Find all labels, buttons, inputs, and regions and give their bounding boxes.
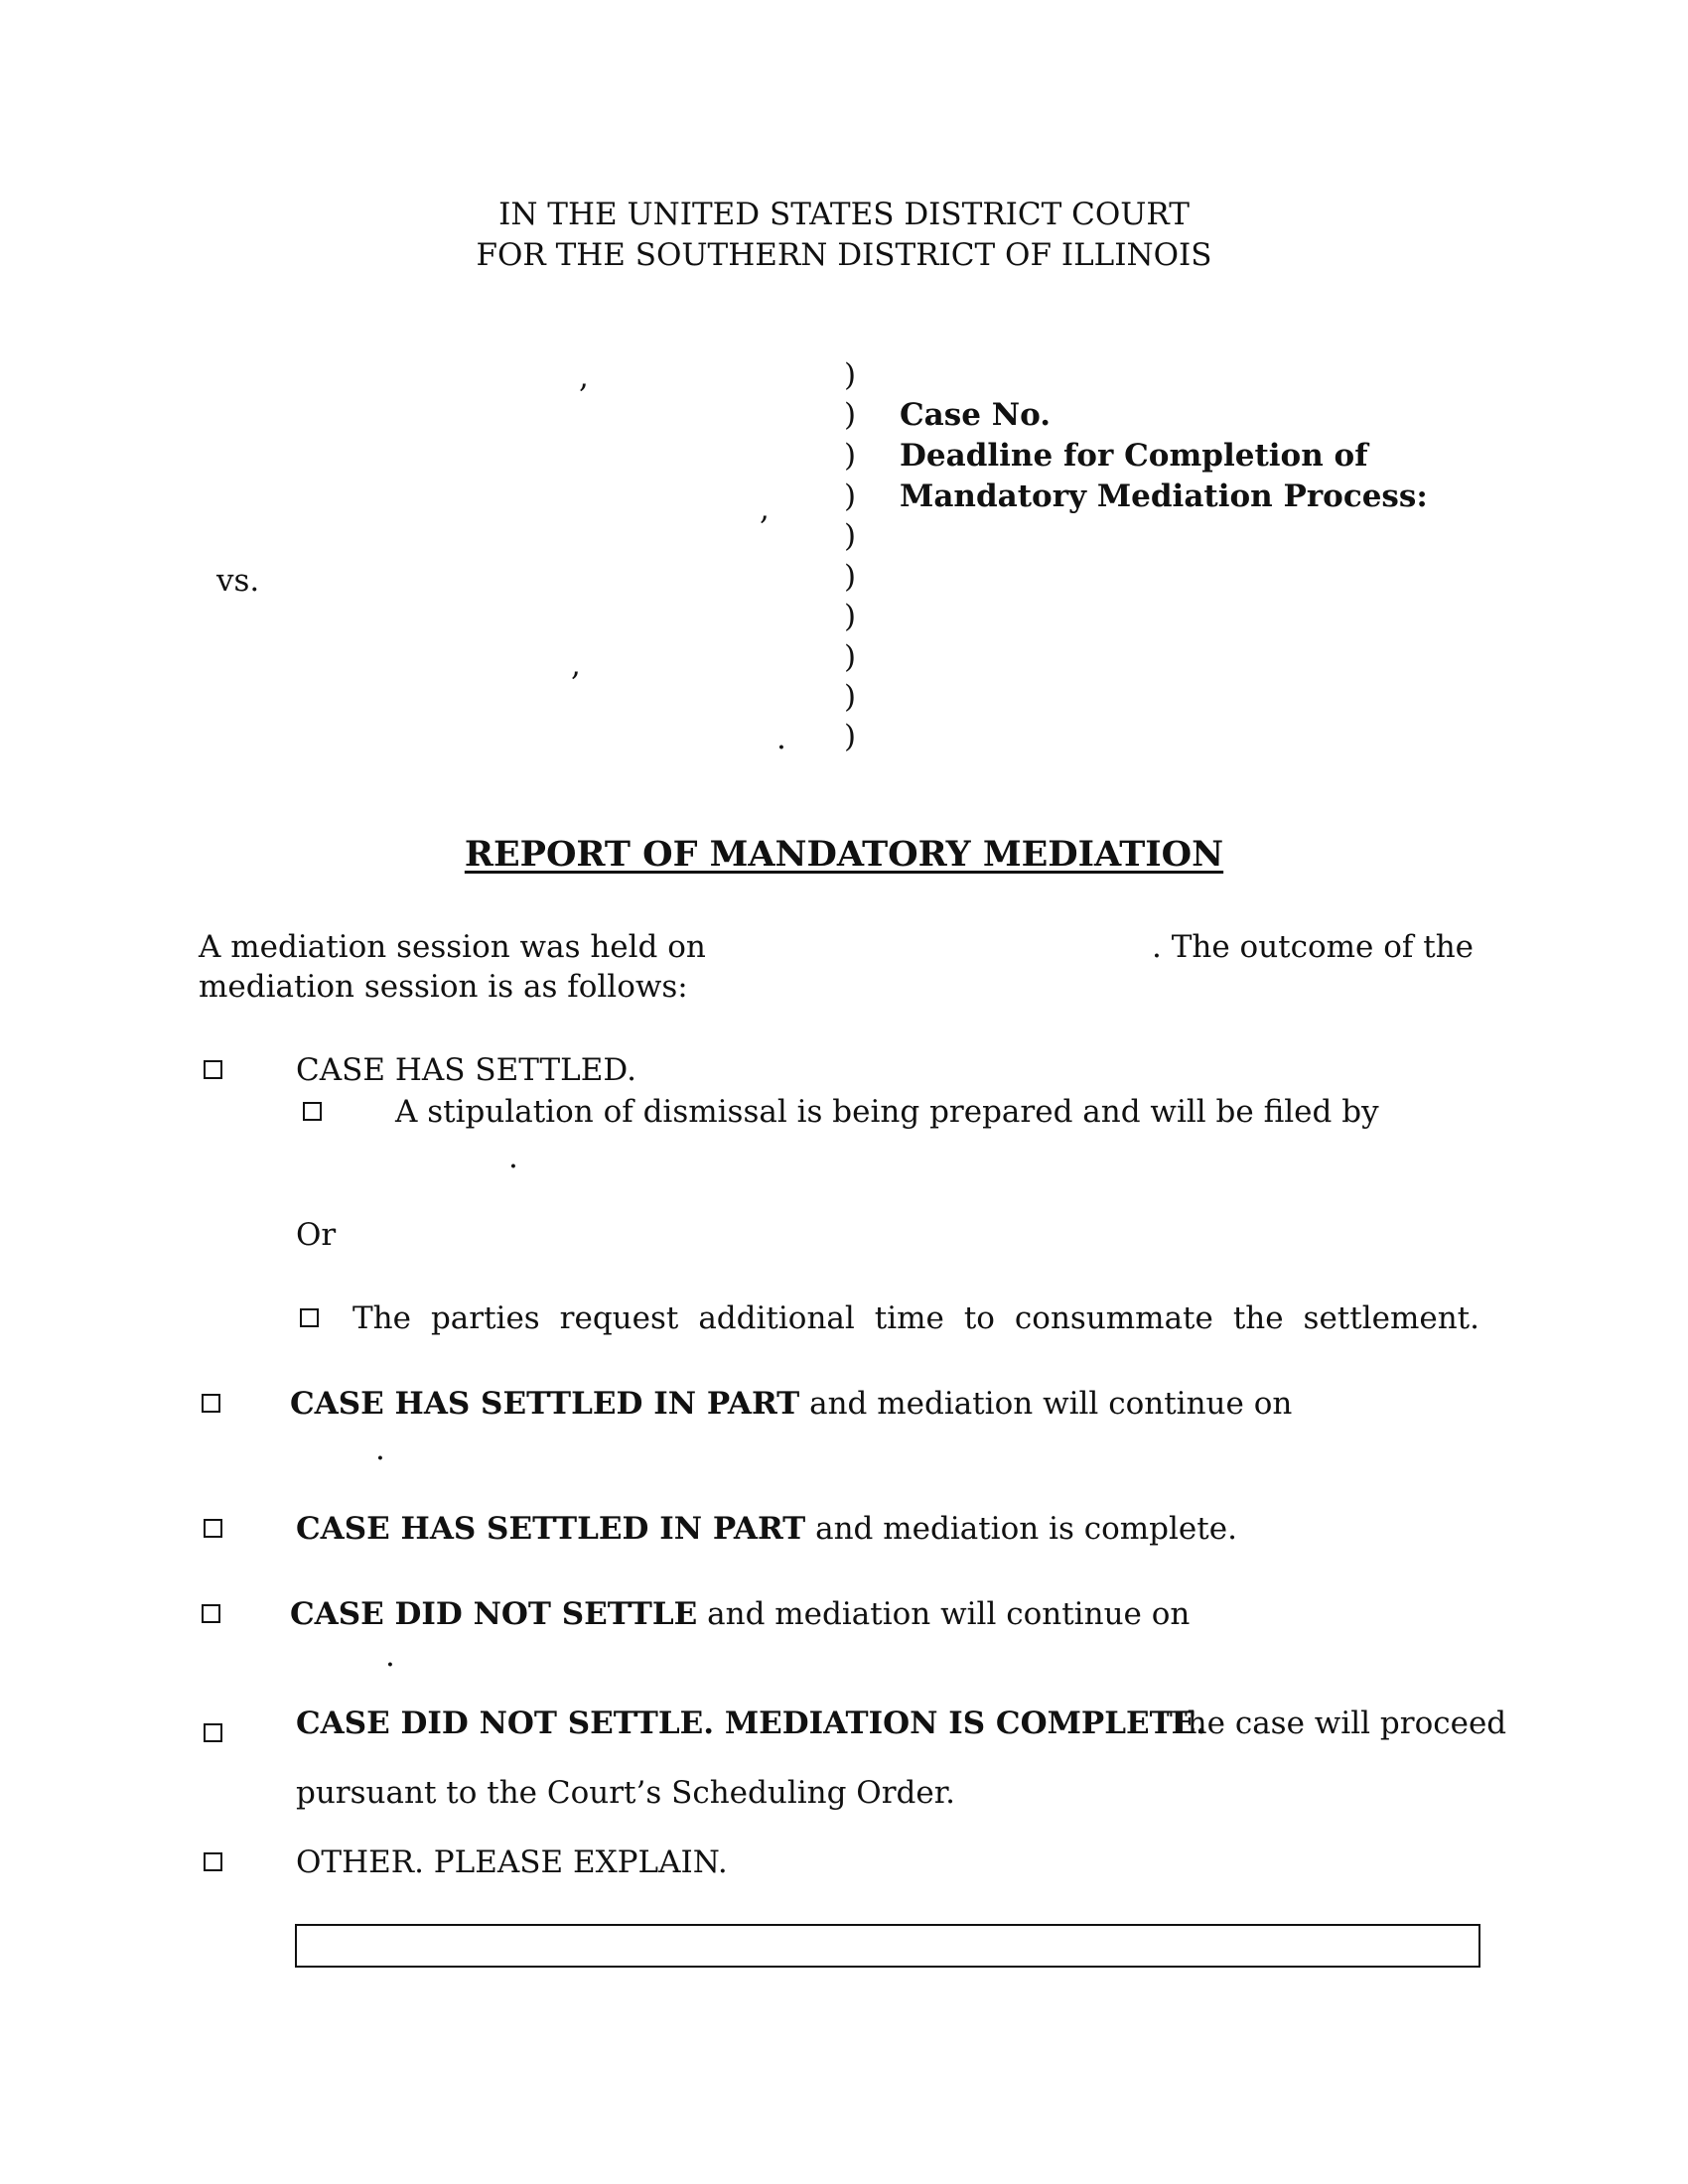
court-name-line2: FOR THE SOUTHERN DISTRICT OF ILLINOIS — [476, 237, 1212, 273]
not-settle-complete-line2: pursuant to the Court’s Scheduling Order. — [296, 1775, 956, 1811]
not-settle-continue-label — [290, 1596, 1190, 1632]
not-settle-continue-rest: and mediation will continue on — [697, 1596, 1191, 1632]
intro-text-part1: A mediation session was held on — [199, 929, 706, 965]
not-settle-continue-bold: CASE DID NOT SETTLE — [290, 1596, 698, 1632]
settled-in-part-complete-checkbox[interactable] — [204, 1519, 222, 1538]
intro-text-part2: . The outcome of the — [1152, 929, 1475, 965]
settled-in-part-continue-bold: CASE HAS SETTLED IN PART — [290, 1386, 800, 1422]
other-label: OTHER. PLEASE EXPLAIN. — [296, 1844, 728, 1880]
document-title: REPORT OF MANDATORY MEDIATION — [464, 834, 1224, 875]
caption-paren: ) — [844, 518, 857, 554]
settled-in-part-continue-period: . — [375, 1432, 385, 1467]
caption-paren: ) — [844, 397, 857, 433]
additional-time-text: The parties request additional time to consummate the settlement. — [352, 1300, 1479, 1336]
additional-time-checkbox[interactable] — [300, 1308, 319, 1327]
caption-paren: ) — [844, 639, 857, 675]
caption-paren: ) — [844, 679, 857, 715]
intro-text-line2: mediation session is as follows: — [199, 969, 688, 1005]
other-checkbox[interactable] — [204, 1852, 222, 1871]
plaintiff-comma-2: , — [760, 491, 770, 527]
plaintiff-comma-1: , — [579, 359, 589, 395]
defendant-period: . — [776, 721, 786, 756]
settled-in-part-complete-label — [296, 1511, 1237, 1547]
case-no-label: Case No. — [900, 397, 1051, 433]
deadline-label-line1: Deadline for Completion of — [900, 438, 1368, 474]
settled-in-part-continue-label — [290, 1386, 1292, 1422]
caption-paren: ) — [844, 599, 857, 634]
settled-checkbox[interactable] — [204, 1060, 222, 1079]
settled-in-part-continue-rest: and mediation will continue on — [799, 1386, 1293, 1422]
deadline-label-line2: Mandatory Mediation Process: — [900, 478, 1428, 514]
vs-label: vs. — [216, 563, 260, 599]
caption-paren: ) — [844, 357, 857, 393]
settled-in-part-continue-checkbox[interactable] — [202, 1394, 220, 1413]
caption-paren: ) — [844, 438, 857, 474]
settled-label: CASE HAS SETTLED. — [296, 1052, 636, 1088]
not-settle-complete-bold: CASE DID NOT SETTLE. MEDIATION IS COMPLETE. — [296, 1706, 1207, 1741]
other-explanation-field[interactable] — [295, 1924, 1480, 1968]
stipulation-checkbox[interactable] — [303, 1102, 322, 1121]
caption-paren: ) — [844, 478, 857, 514]
caption-paren: ) — [844, 559, 857, 595]
not-settle-continue-checkbox[interactable] — [202, 1604, 220, 1623]
not-settle-complete-rest: The case will proceed — [1167, 1706, 1507, 1741]
court-name-line1: IN THE UNITED STATES DISTRICT COURT — [498, 197, 1190, 232]
settled-in-part-complete-bold: CASE HAS SETTLED IN PART — [296, 1511, 806, 1547]
not-settle-complete-label — [296, 1706, 1507, 1741]
stipulation-text: A stipulation of dismissal is being prepared and will be filed by — [395, 1094, 1379, 1130]
stipulation-period: . — [508, 1140, 518, 1175]
not-settle-continue-period: . — [385, 1638, 395, 1674]
not-settle-complete-checkbox[interactable] — [204, 1723, 222, 1742]
caption-paren: ) — [844, 719, 857, 754]
settled-in-part-complete-rest: and mediation is complete. — [805, 1511, 1237, 1547]
defendant-comma: , — [571, 647, 581, 683]
or-text: Or — [296, 1217, 337, 1253]
